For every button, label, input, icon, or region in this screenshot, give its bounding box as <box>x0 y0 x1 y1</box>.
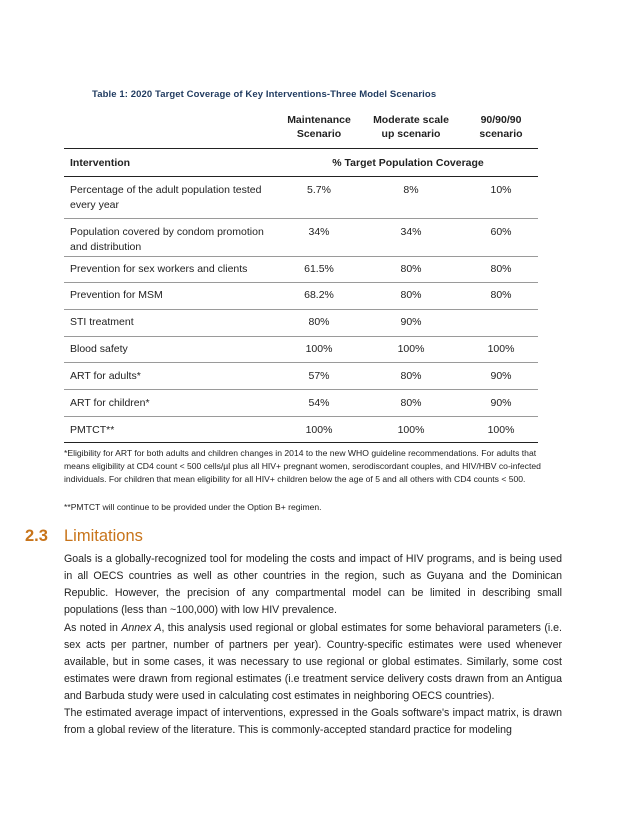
row-intervention-name: Population covered by condom promotion and distribution <box>70 226 264 253</box>
row-maintenance-value: 80% <box>308 316 330 328</box>
section-title: Limitations <box>64 527 143 545</box>
row-maintenance-value: 54% <box>308 397 330 409</box>
header-909090-line1: 90/90/90 <box>480 114 522 126</box>
row-intervention-name: Percentage of the adult population tested every year <box>70 184 262 211</box>
header-maintenance-scenario <box>278 113 360 141</box>
table-row <box>64 256 538 282</box>
table-row <box>64 416 538 442</box>
row-moderate-value: 90% <box>400 316 422 328</box>
paragraph-annex-before: As noted in <box>64 622 122 634</box>
table-row <box>64 176 538 218</box>
table-row <box>64 362 538 389</box>
row-909090-value: 80% <box>490 263 512 275</box>
table-header-row <box>64 110 538 148</box>
subheader-intervention: Intervention <box>70 157 131 169</box>
header-moderate-scenario <box>366 113 456 141</box>
row-moderate-value: 80% <box>400 263 422 275</box>
table-row <box>64 282 538 309</box>
paragraph-annex <box>64 620 562 705</box>
header-909090-scenario <box>464 113 538 141</box>
row-moderate-value: 80% <box>400 289 422 301</box>
row-maintenance-value: 68.2% <box>304 289 334 301</box>
row-maintenance-value: 34% <box>308 226 330 238</box>
footnote-eligibility: *Eligibility for ART for both adults and children changes in 2014 to the new WHO guideline recommendations. For adults that means eligibility at CD4 count < 500 cells/µl plus all HIV+ pregnant women, serodiscordant couples, and HIV/HBV co-infected individuals. For children that mean eligibility for all HIV+ children below the age of 5 and all others with CD4 counts < 500. <box>64 448 541 484</box>
row-maintenance-value: 100% <box>305 343 333 355</box>
table-row <box>64 336 538 362</box>
row-909090-value: 90% <box>490 397 512 409</box>
annex-reference: Annex A <box>121 622 162 634</box>
paragraph-impact: The estimated average impact of interventions, expressed in the Goals software's impact matrix, is drawn from a global review of the literature. This is commonly-accepted standard practice for modeling <box>64 707 562 736</box>
row-moderate-value: 8% <box>403 184 419 196</box>
row-intervention-name: Blood safety <box>70 343 128 355</box>
row-intervention-name: PMTCT** <box>70 424 115 436</box>
header-909090-line2: scenario <box>479 128 523 140</box>
row-maintenance-value: 100% <box>305 424 333 436</box>
row-maintenance-value: 57% <box>308 370 330 382</box>
row-intervention-name: ART for children* <box>70 397 150 409</box>
row-moderate-value: 100% <box>397 424 425 436</box>
section-number: 2.3 <box>25 527 48 545</box>
row-909090-value: 100% <box>487 424 515 436</box>
row-909090-value: 10% <box>490 184 512 196</box>
header-moderate-line2: up scenario <box>381 128 441 140</box>
row-maintenance-value: 5.7% <box>307 184 331 196</box>
row-moderate-value: 100% <box>397 343 425 355</box>
header-maintenance-line2: Scenario <box>296 128 342 140</box>
table-caption: Table 1: 2020 Target Coverage of Key Interventions-Three Model Scenarios <box>92 89 437 100</box>
row-909090-value: 60% <box>490 226 512 238</box>
row-intervention-name: Prevention for sex workers and clients <box>70 263 248 275</box>
row-intervention-name: ART for adults* <box>70 370 141 382</box>
row-intervention-name: Prevention for MSM <box>70 289 163 301</box>
paragraph-goals: Goals is a globally-recognized tool for modeling the costs and impact of HIV programs, and is being used in all OECS countries as well as other countries in the region, such as Guyana and the Dominican Republic. However, the precision of any compartmental model can be limited in describing small populations (less than ~100,000) with low HIV prevalence. <box>64 553 562 616</box>
table-subheader-row <box>64 150 538 176</box>
header-maintenance-line1: Maintenance <box>287 114 351 126</box>
row-909090-value: 90% <box>490 370 512 382</box>
header-moderate-line1: Moderate scale <box>373 114 449 126</box>
table-bottom-rule <box>64 442 538 443</box>
table-row <box>64 309 538 336</box>
row-moderate-value: 34% <box>400 226 422 238</box>
row-909090-value: 80% <box>490 289 512 301</box>
row-moderate-value: 80% <box>400 370 422 382</box>
row-intervention-name: STI treatment <box>70 316 134 328</box>
subheader-coverage: % Target Population Coverage <box>332 157 484 169</box>
row-909090-value: 100% <box>487 343 515 355</box>
table-top-rule <box>64 148 538 149</box>
footnote-pmtct: **PMTCT will continue to be provided under the Option B+ regimen. <box>64 502 322 512</box>
paragraph-annex-after: , this analysis used regional or global estimates for some behavioral parameters (i.e. sex acts per partner, number of partners per year). Country-specific estimates were used whenever available, but in some cases, it was necessary to use regional or global estimates. Similarly, some cost estimates were drawn from regional estimates (i.e treatment service delivery costs drawn from an Antigua and Barbuda study were used in calculating cost estimates in neighboring OECS countries). <box>64 622 563 702</box>
coverage-table <box>64 110 538 436</box>
row-maintenance-value: 61.5% <box>304 263 334 275</box>
row-moderate-value: 80% <box>400 397 422 409</box>
table-row <box>64 389 538 416</box>
